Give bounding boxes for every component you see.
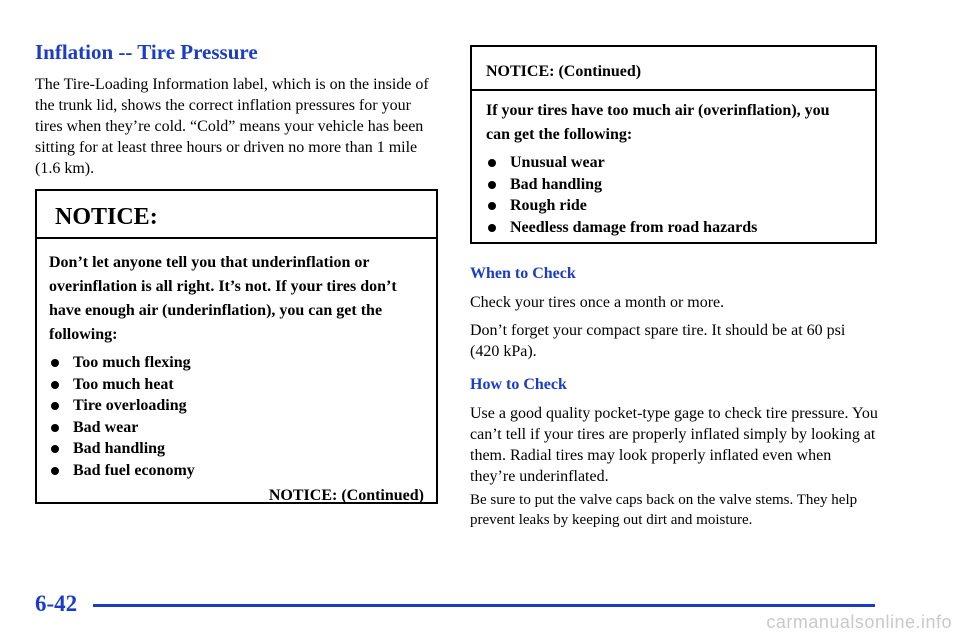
notice-continued-box: [470, 45, 877, 244]
watermark: carmanualsonline.info: [766, 612, 952, 632]
footer-rule: [93, 604, 875, 607]
bullet-icon: [488, 224, 496, 232]
section-heading: Inflation -- Tire Pressure: [35, 40, 258, 64]
when-to-check-heading: When to Check: [470, 265, 576, 282]
page-number: 6-42: [35, 591, 78, 616]
bullet-icon: [51, 467, 59, 475]
notice-text: Don’t let anyone tell you that underinflation or overinflation is all right. It’s not. If your tires don’t have enough air (underinflation), you can get the following:: [49, 254, 397, 343]
list-item: Needless damage from road hazards: [486, 217, 863, 239]
list-item: Too much heat: [49, 374, 424, 396]
list-item: Unusual wear: [486, 152, 863, 174]
list-item: Bad handling: [486, 174, 863, 196]
bullet-icon: [51, 424, 59, 432]
how-to-check-paragraph-1: Use a good quality pocket-type gage to check tire pressure. You can’t tell if your tires are properly inflated simply by looking at them. Radial tires may look properly inflated even when they’re underinflated.: [470, 405, 878, 485]
bullet-icon: [488, 181, 496, 189]
when-to-check-paragraph-1: Check your tires once a month or more.: [470, 294, 725, 311]
notice-continued-text: If your tires have too much air (overinflation), you can get the following:: [486, 102, 830, 143]
list-item: Rough ride: [486, 195, 863, 217]
list-item: Bad wear: [49, 417, 424, 439]
intro-paragraph: The Tire-Loading Information label, which is on the inside of the trunk lid, shows the correct inflation pressures for your tires when they’re cold. “Cold” means your vehicle has been sitting for at least three hours or driven no more than 1 mile (1.6 km).: [35, 76, 429, 177]
how-to-check-paragraph-2: Be sure to put the valve caps back on the valve stems. They help prevent leaks by keeping out dirt and moisture.: [470, 492, 858, 528]
list-item: Tire overloading: [49, 395, 424, 417]
notice-continued-body: [472, 91, 875, 238]
bullet-icon: [51, 359, 59, 367]
notice-body: [37, 239, 436, 508]
bullet-icon: [51, 445, 59, 453]
notice-box: [35, 189, 438, 504]
when-to-check-paragraph-2: Don’t forget your compact spare tire. It should be at 60 psi (420 kPa).: [470, 322, 846, 360]
list-item: Bad handling: [49, 438, 424, 460]
notice-continued-label: NOTICE: (Continued): [268, 487, 424, 504]
notice-title: NOTICE:: [37, 191, 436, 239]
bullet-icon: [51, 402, 59, 410]
how-to-check-heading: How to Check: [470, 376, 567, 393]
bullet-icon: [488, 159, 496, 167]
list-item: Too much flexing: [49, 352, 424, 374]
notice-continued-list: [486, 152, 863, 238]
notice-list: [49, 352, 424, 481]
list-item: Bad fuel economy: [49, 460, 424, 482]
bullet-icon: [51, 381, 59, 389]
bullet-icon: [488, 202, 496, 210]
notice-continued-title: NOTICE: (Continued): [472, 47, 875, 91]
